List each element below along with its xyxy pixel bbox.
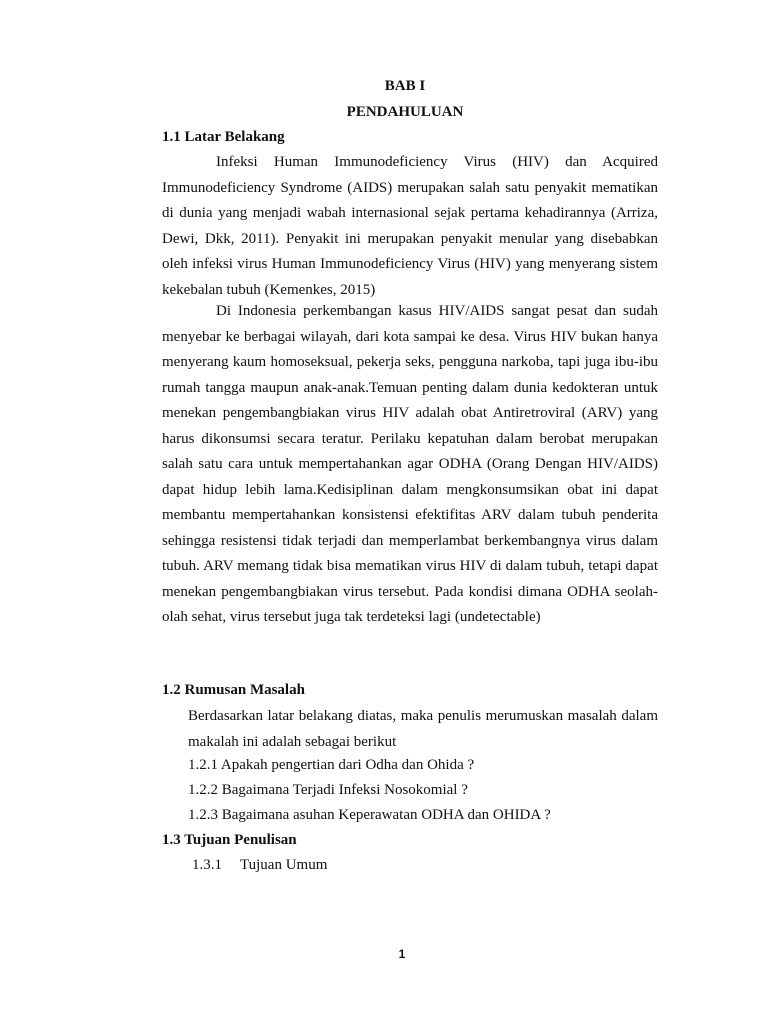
list-item: 1.2.1 Apakah pengertian dari Odha dan Ohida ? — [188, 757, 475, 773]
list-item: 1.2.2 Bagaimana Terjadi Infeksi Nosokomial ? — [188, 782, 468, 798]
section-heading-tujuan-penulisan: 1.3 Tujuan Penulisan — [162, 832, 297, 848]
chapter-title: PENDAHULUAN — [346, 104, 464, 120]
subsection-label: Tujuan Umum — [240, 857, 328, 873]
section-heading-latar-belakang: 1.1 Latar Belakang — [162, 129, 285, 145]
paragraph-latar-belakang-1: Infeksi Human Immunodeficiency Virus (HIV) dan Acquired Immunodeficiency Syndrome (AIDS) merupakan salah satu penyakit mematikan di dunia yang menjadi wabah internasional sejak pertama kehadirannya (Arriza, Dewi, Dkk, 2011). Penyakit ini merupakan penyakit menular yang disebabkan oleh infeksi virus Human Immunodeficiency Virus (HIV) yang menyerang sistem kekebalan tubuh (Kemenkes, 2015) — [162, 154, 658, 298]
list-item: 1.2.3 Bagaimana asuhan Keperawatan ODHA dan OHIDA ? — [188, 807, 551, 823]
section-heading-rumusan-masalah: 1.2 Rumusan Masalah — [162, 682, 305, 698]
chapter-label: BAB I — [384, 78, 426, 94]
paragraph-latar-belakang-2: Di Indonesia perkembangan kasus HIV/AIDS sangat pesat dan sudah menyebar ke berbagai wilayah, dari kota sampai ke desa. Virus HIV bukan hanya menyerang kaum homoseksual, pekerja seks, pengguna narkoba, tapi juga ibu-ibu rumah tangga maupun anak-anak.Temuan penting dalam dunia kedokteran untuk menekan pengembangbiakan virus HIV adalah obat Antiretroviral (ARV) yang harus dikonsumsi secara teratur. Perilaku kepatuhan dalam berobat merupakan salah satu cara untuk mempertahankan agar ODHA (Orang Dengan HIV/AIDS) dapat hidup lebih lama.Kedisiplinan dalam mengkonsumsikan obat ini dapat membantu mempertahankan konsistensi efektifitas ARV dalam tubuh penderita sehingga resistensi tidak terjadi dan memperlambat berkembangnya virus dalam tubuh. ARV memang tidak bisa mematikan virus HIV di dalam tubuh, tetapi dapat menekan pengembangbiakan virus tersebut. Pada kondisi dimana ODHA seolah-olah sehat, virus tersebut juga tak terdeteksi lagi (undetectable) — [162, 303, 658, 625]
subsection-tujuan-umum — [192, 857, 327, 874]
paragraph-rumusan-masalah: Berdasarkan latar belakang diatas, maka penulis merumuskan masalah dalam makalah ini adalah sebagai berikut — [188, 708, 658, 750]
page-number: 1 — [398, 947, 406, 961]
subsection-number: 1.3.1 — [192, 857, 222, 873]
